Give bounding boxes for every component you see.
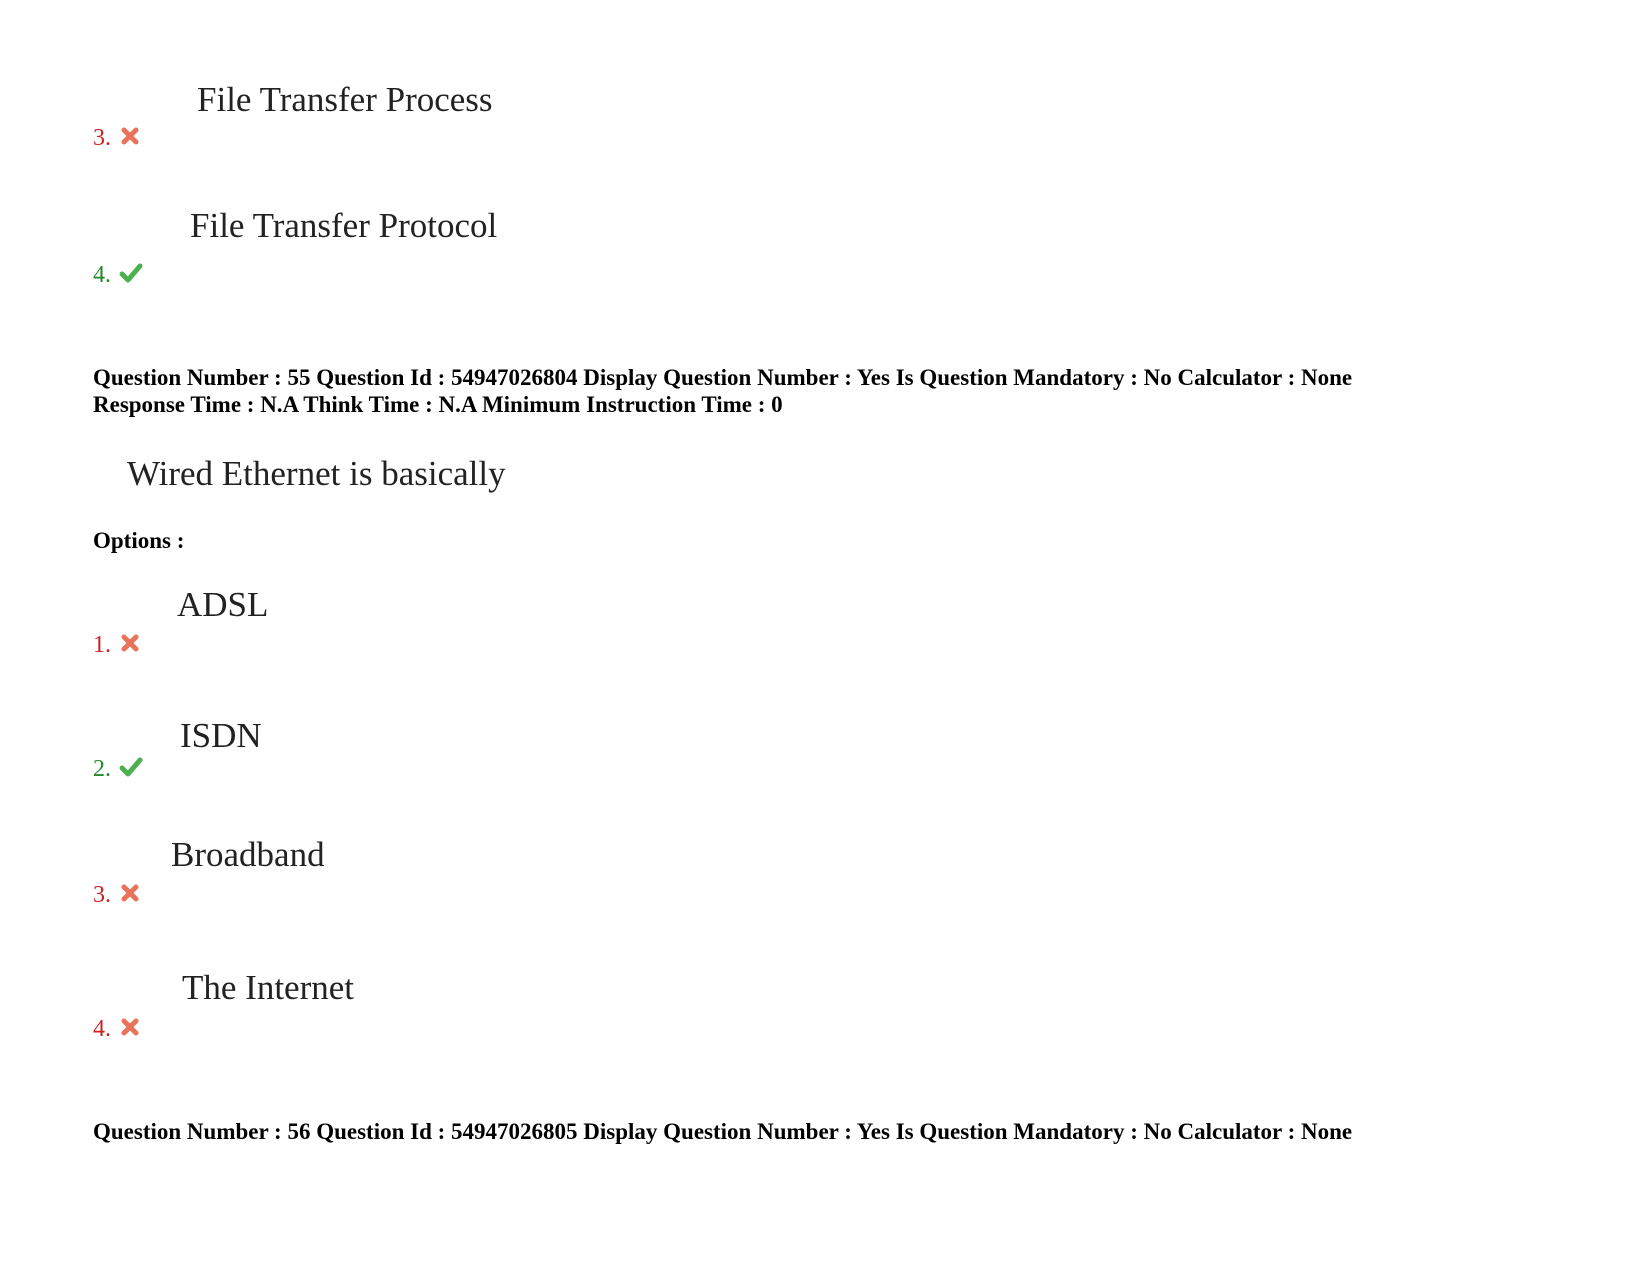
option-text: ADSL [177, 585, 269, 624]
option-number: 1. [93, 632, 111, 658]
option-text: File Transfer Process [197, 80, 493, 119]
wrong-cross-icon [119, 632, 141, 654]
question-text: Wired Ethernet is basically [127, 454, 506, 493]
option-marker [93, 262, 143, 289]
correct-check-icon [119, 262, 143, 284]
option-text: The Internet [182, 968, 354, 1007]
option-marker [93, 1016, 141, 1043]
question-meta-line: Response Time : N.A Think Time : N.A Minimum Instruction Time : 0 [93, 392, 783, 417]
wrong-cross-icon [119, 125, 141, 147]
question-meta-line: Question Number : 56 Question Id : 54947026805 Display Question Number : Yes Is Question Mandatory : No Calculator : None [93, 1119, 1353, 1144]
option-marker [93, 632, 141, 659]
correct-check-icon [119, 756, 143, 778]
option-marker [93, 125, 141, 152]
option-text: ISDN [180, 716, 262, 755]
option-text: File Transfer Protocol [190, 206, 498, 245]
options-label: Options : [93, 528, 185, 553]
option-text: Broadband [171, 835, 325, 874]
option-marker [93, 756, 143, 783]
option-marker [93, 882, 141, 909]
option-number: 3. [93, 125, 111, 151]
wrong-cross-icon [119, 882, 141, 904]
option-number: 4. [93, 262, 111, 288]
option-number: 3. [93, 882, 111, 908]
question-meta-line: Question Number : 55 Question Id : 54947026804 Display Question Number : Yes Is Question Mandatory : No Calculator : None [93, 365, 1353, 390]
option-number: 4. [93, 1016, 111, 1042]
wrong-cross-icon [119, 1016, 141, 1038]
option-number: 2. [93, 756, 111, 782]
